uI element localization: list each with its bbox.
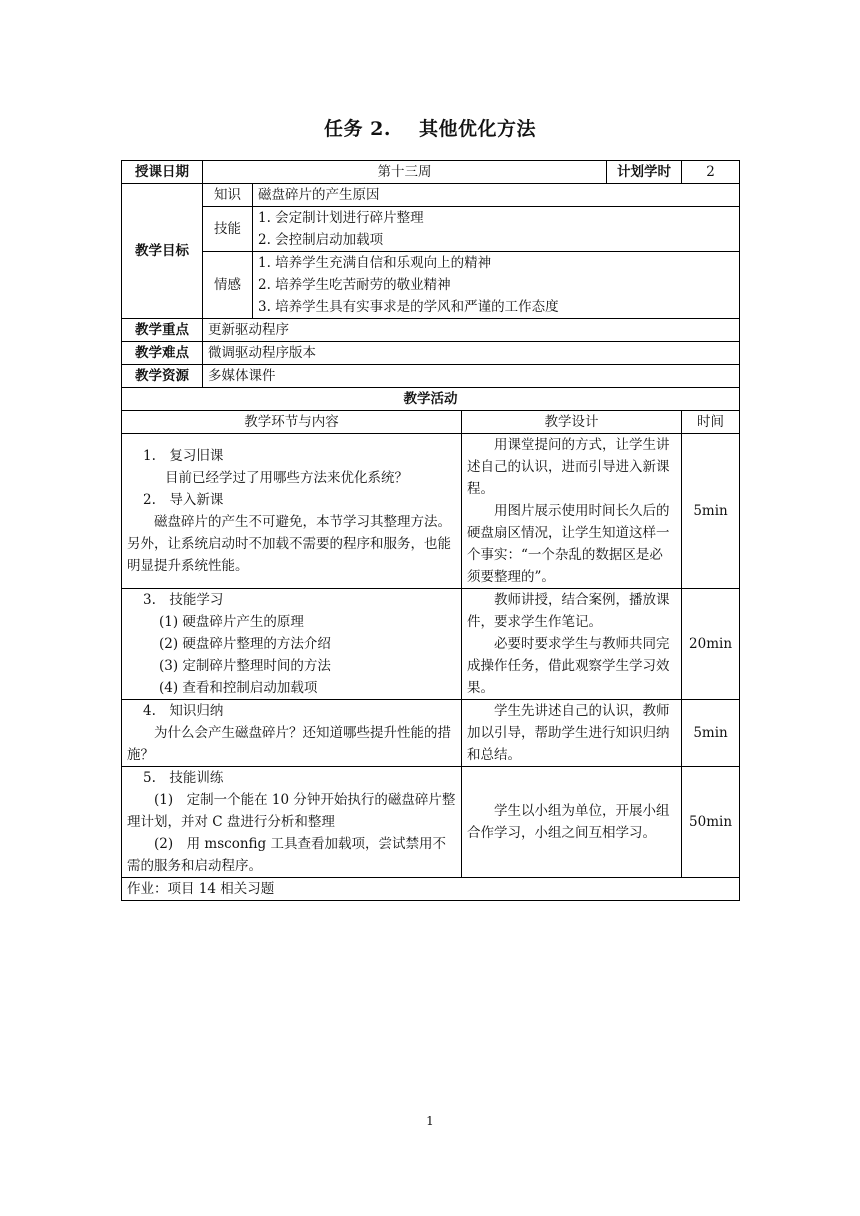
activity-time: 20min [682, 589, 740, 700]
activities-heading: 教学活动 [122, 388, 740, 411]
activity-time: 5min [682, 700, 740, 767]
date-label: 授课日期 [122, 161, 203, 184]
step-text: (2) 硬盘碎片整理的方法介绍 [159, 636, 331, 652]
step-text: (2) 用 msconfig 工具查看加载项，尝试禁用不需的服务和启动程序。 [127, 836, 446, 874]
objectives-label: 教学目标 [122, 184, 203, 319]
activity-content [122, 434, 462, 589]
step-text: (3) 定制碎片整理时间的方法 [159, 658, 331, 674]
activity-time: 50min [682, 767, 740, 878]
design-text: 学生以小组为单位，开展小组合作学习，小组之间互相学习。 [467, 803, 670, 841]
skill-label: 技能 [203, 207, 253, 252]
skill-item: 1. 会定制计划进行碎片整理 [258, 210, 424, 226]
resources-row [122, 365, 740, 388]
emotion-item: 1. 培养学生充满自信和乐观向上的精神 [258, 255, 492, 271]
info-row [122, 161, 740, 184]
activity-row [122, 700, 740, 767]
activities-column-headers [122, 411, 740, 434]
task-number: 任务 2. [324, 118, 391, 140]
hours-label: 计划学时 [607, 161, 682, 184]
step-text: 磁盘碎片的产生不可避免，本节学习其整理方法。另外，让系统启动时不加载不需要的程序和服务，也能明显提升系统性能。 [127, 514, 451, 574]
lesson-plan-table [121, 160, 740, 901]
knowledge-label: 知识 [203, 184, 253, 207]
step-heading: 5. 技能训练 [143, 770, 224, 786]
step-heading: 2. 导入新课 [143, 492, 224, 508]
skill-item: 2. 会控制启动加载项 [258, 232, 384, 248]
activity-row [122, 767, 740, 878]
resources-label: 教学资源 [122, 365, 203, 388]
col-design-header: 教学设计 [462, 411, 682, 434]
knowledge-row [122, 184, 740, 207]
step-heading: 3. 技能学习 [143, 592, 224, 608]
activities-heading-row [122, 388, 740, 411]
emotion-item: 3. 培养学生具有实事求是的学风和严谨的工作态度 [258, 299, 559, 315]
difficulty-value: 微调驱动程序版本 [203, 342, 740, 365]
activity-design [462, 767, 682, 878]
task-name: 其他优化方法 [418, 118, 536, 140]
step-text: (1) 硬盘碎片产生的原理 [159, 614, 304, 630]
difficulty-label: 教学难点 [122, 342, 203, 365]
difficulty-row [122, 342, 740, 365]
key-point-value: 更新驱动程序 [203, 319, 740, 342]
activity-content [122, 767, 462, 878]
design-text: 用图片展示使用时间长久后的硬盘扇区情况，让学生知道这样一个事实：“一个杂乱的数据区是必须要整理的”。 [467, 503, 670, 585]
step-text: 目前已经学过了用哪些方法来优化系统？ [165, 470, 408, 486]
emotion-row [122, 252, 740, 319]
step-heading: 4. 知识归纳 [143, 703, 224, 719]
design-text: 学生先讲述自己的认识，教师加以引导，帮助学生进行知识归纳和总结。 [467, 703, 670, 763]
knowledge-value: 磁盘碎片的产生原因 [253, 184, 740, 207]
step-text: (4) 查看和控制启动加载项 [159, 680, 318, 696]
activity-design [462, 434, 682, 589]
col-time-header: 时间 [682, 411, 740, 434]
hours-value: 2 [682, 161, 740, 184]
design-text: 教师讲授，结合案例，播放课件，要求学生作笔记。 [467, 592, 670, 630]
homework-row [122, 878, 740, 901]
activity-design [462, 700, 682, 767]
key-point-label: 教学重点 [122, 319, 203, 342]
page-title [0, 114, 860, 141]
skill-row [122, 207, 740, 252]
homework: 作业：项目 14 相关习题 [122, 878, 740, 901]
resources-value: 多媒体课件 [203, 365, 740, 388]
activity-design [462, 589, 682, 700]
emotion-item: 2. 培养学生吃苦耐劳的敬业精神 [258, 277, 451, 293]
step-text: (1) 定制一个能在 10 分钟开始执行的磁盘碎片整理计划，并对 C 盘进行分析和整理 [127, 792, 456, 830]
page-number: 1 [426, 1114, 434, 1128]
activity-row [122, 434, 740, 589]
design-text: 必要时要求学生与教师共同完成操作任务，借此观察学生学习效果。 [467, 636, 670, 696]
skill-list [253, 207, 740, 252]
activity-row [122, 589, 740, 700]
emotion-label: 情感 [203, 252, 253, 319]
activity-content [122, 589, 462, 700]
activity-time: 5min [682, 434, 740, 589]
key-point-row [122, 319, 740, 342]
step-heading: 1. 复习旧课 [143, 448, 224, 464]
step-text: 为什么会产生磁盘碎片？还知道哪些提升性能的措施？ [127, 725, 451, 763]
date-value: 第十三周 [203, 161, 607, 184]
col-content-header: 教学环节与内容 [122, 411, 462, 434]
emotion-list [253, 252, 740, 319]
activity-content [122, 700, 462, 767]
design-text: 用课堂提问的方式，让学生讲述自己的认识，进而引导进入新课程。 [467, 437, 670, 497]
